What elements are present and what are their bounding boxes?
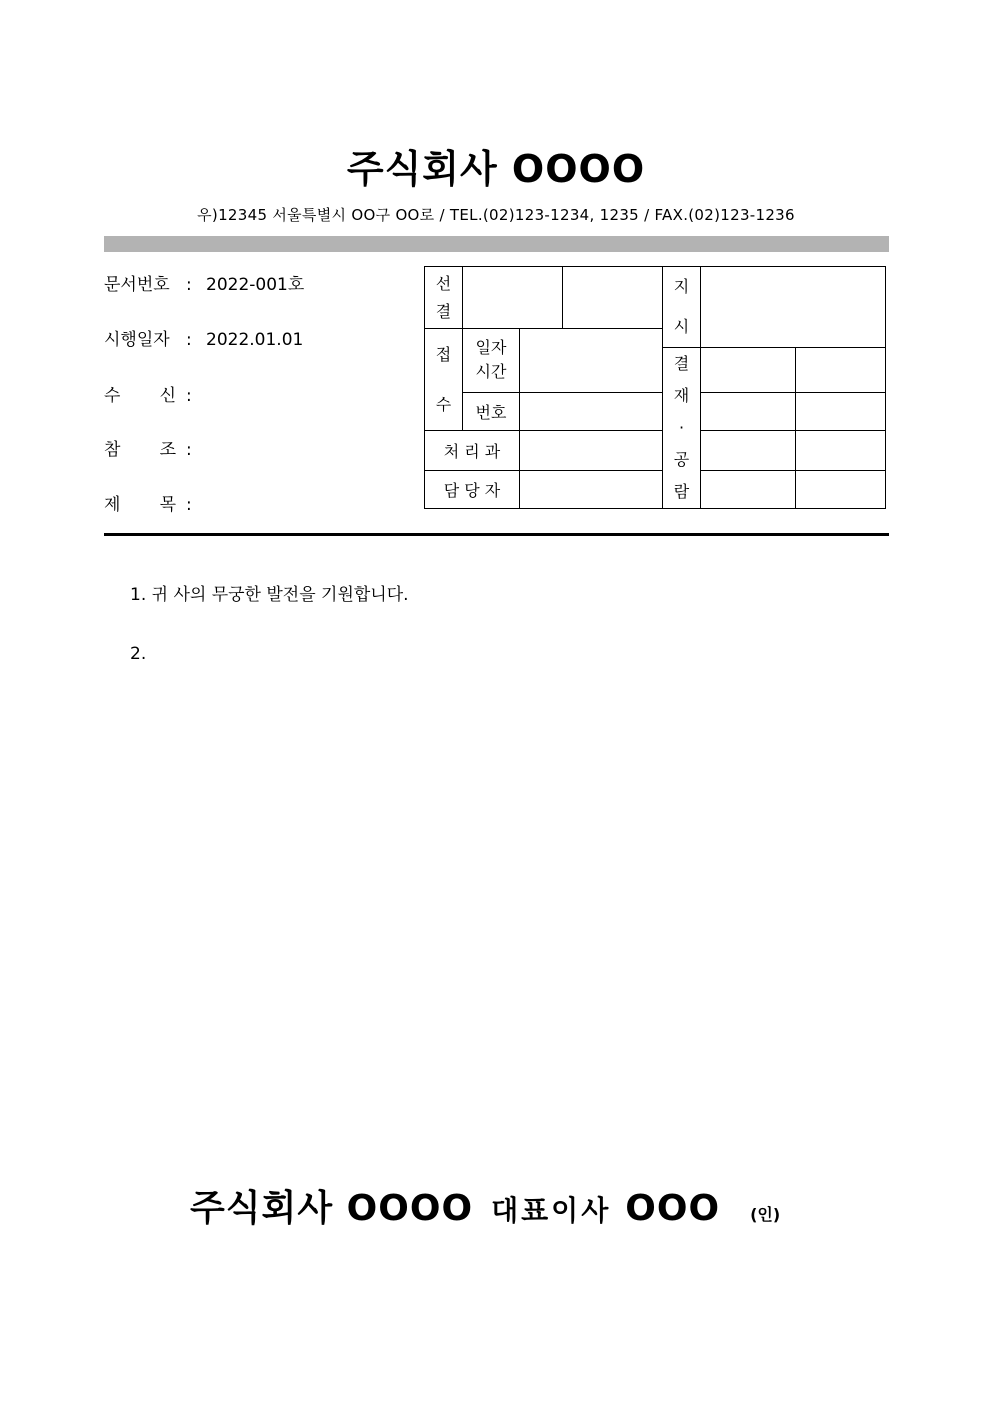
label-char: 재 (673, 386, 690, 405)
label-char: 신 (159, 386, 176, 406)
damdangja-cell[interactable] (520, 470, 663, 509)
signature-name: OOO (625, 1188, 721, 1229)
beonho-label: 번호 (463, 392, 520, 430)
gyeoljae-cell[interactable] (701, 431, 796, 470)
doc-number-label: 문서번호 (104, 275, 170, 295)
subject-row (104, 490, 206, 515)
recipient-label (104, 381, 176, 406)
header-divider (104, 236, 889, 252)
gyeoljae-cell[interactable] (701, 392, 796, 430)
seongyeol-label (425, 267, 463, 329)
label-char: 공 (673, 450, 690, 469)
reference-row (104, 435, 206, 460)
beonho-cell[interactable] (520, 392, 663, 430)
signature-block (190, 1180, 780, 1231)
signature-company: 주식회사 OOOO (190, 1188, 474, 1229)
body-line-1: 1. 귀 사의 무궁한 발전을 기원합니다. (130, 585, 409, 605)
body-line-2: 2. (130, 644, 147, 664)
colon: : (186, 386, 192, 406)
ilja-sigan-label (463, 329, 520, 393)
label-char: 제 (104, 495, 121, 515)
colon: : (186, 275, 192, 295)
label-char: 목 (159, 495, 176, 515)
gyeoljae-cell[interactable] (796, 348, 886, 393)
gyeoljae-cell[interactable] (796, 431, 886, 470)
label-text: 시간 (475, 362, 507, 382)
company-address: 우)12345 서울특별시 OO구 OO로 / TEL.(02)123-1234, 1235 / FAX.(02)123-1236 (197, 206, 795, 224)
approval-box (424, 266, 886, 509)
signature-seal: (인) (750, 1205, 781, 1224)
seongyeol-cell-1[interactable] (463, 267, 563, 329)
recipient-row (104, 381, 206, 406)
colon: : (186, 440, 192, 460)
cheorigwa-label: 처 리 과 (425, 431, 520, 470)
date-label: 시행일자 (104, 330, 170, 350)
label-char: 지 (673, 277, 690, 296)
label-char: 조 (159, 440, 176, 460)
signature-role: 대표이사 (491, 1194, 612, 1227)
seongyeol-cell-2[interactable] (563, 267, 663, 329)
label-char: 시 (673, 317, 690, 336)
label-char: 참 (104, 440, 121, 460)
subject-label (104, 490, 176, 515)
colon: : (186, 330, 192, 350)
jisi-cell[interactable] (701, 267, 886, 348)
gyeoljae-cell[interactable] (701, 348, 796, 393)
label-char: 수 (104, 386, 121, 406)
damdangja-label: 담 당 자 (425, 470, 520, 509)
gyeoljae-gongram-label (663, 348, 701, 509)
label-char: 결 (673, 354, 690, 373)
jisi-label (663, 267, 701, 348)
date-value: 2022.01.01 (206, 330, 304, 350)
label-char: 선 (435, 273, 452, 293)
doc-number-value: 2022-001호 (206, 275, 305, 295)
cheorigwa-cell[interactable] (520, 431, 663, 470)
label-char: · (678, 418, 685, 437)
date-row (104, 325, 303, 350)
ilja-sigan-cell[interactable] (520, 329, 663, 393)
document-title: 주식회사 OOOO (346, 147, 646, 191)
colon: : (186, 495, 192, 515)
label-text: 일자 (475, 338, 507, 358)
gyeoljae-cell[interactable] (796, 392, 886, 430)
label-char: 결 (435, 301, 452, 321)
label-char: 접 (435, 344, 452, 364)
reference-label (104, 435, 176, 460)
gyeoljae-cell[interactable] (701, 470, 796, 509)
label-char: 수 (435, 394, 452, 414)
label-char: 람 (673, 482, 690, 501)
doc-number-row (104, 270, 304, 295)
section-divider (104, 533, 889, 536)
jeopsu-label (425, 329, 463, 431)
gyeoljae-cell[interactable] (796, 470, 886, 509)
